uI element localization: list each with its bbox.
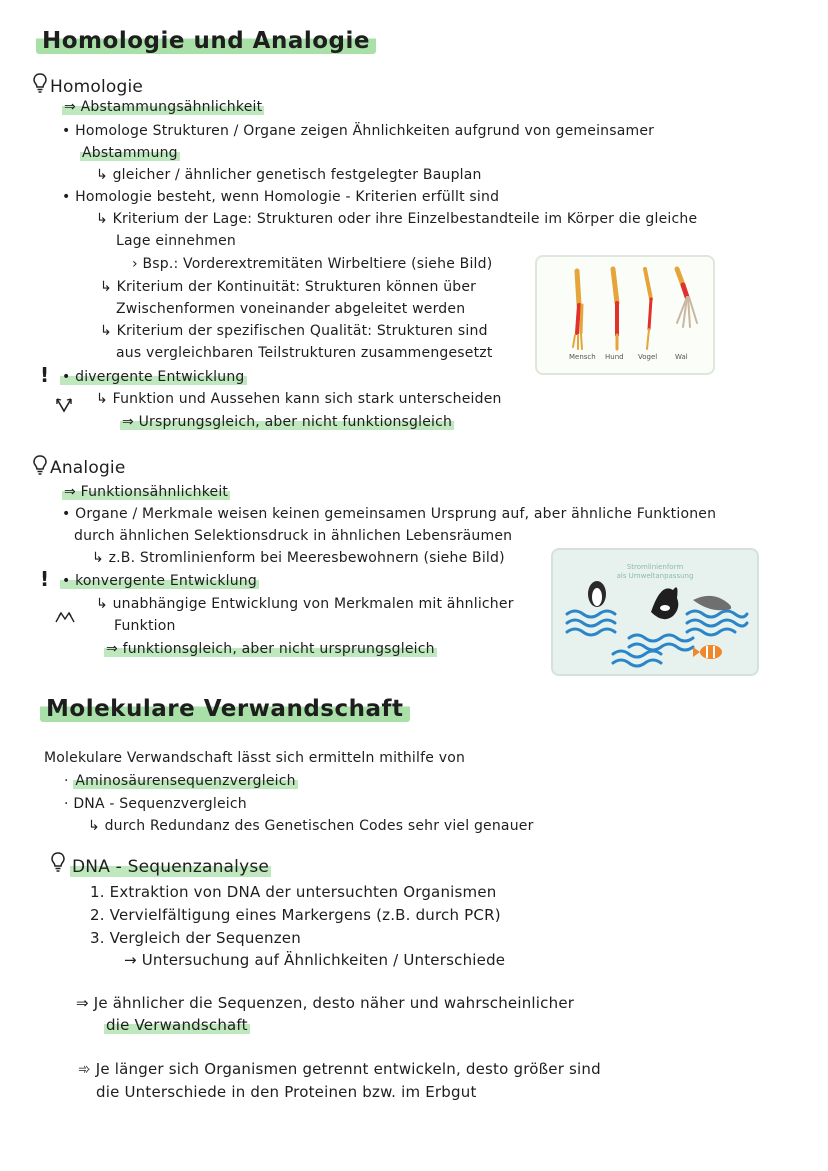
- exclamation-icon: !: [40, 567, 50, 591]
- text-line: • divergente Entwicklung: [62, 369, 245, 385]
- section-heading-dna: DNA - Sequenzanalyse: [72, 857, 270, 877]
- figure-label: Hund: [605, 353, 624, 361]
- text-line: ↳ gleicher / ähnlicher genetisch festgelegter Bauplan: [96, 167, 482, 183]
- streamline-figure: [551, 548, 759, 676]
- text-line: • Homologie besteht, wenn Homologie - Kriterien erfüllt sind: [62, 189, 500, 205]
- text-line: durch ähnlichen Selektionsdruck in ähnlichen Lebensräumen: [74, 528, 513, 544]
- text-line: ↳ Kriterium der Lage: Strukturen oder ihre Einzelbestandteile im Körper die gleiche: [96, 211, 698, 227]
- text-line: ↳ Kriterium der Kontinuität: Strukturen können über: [100, 279, 477, 295]
- converging-arrows-icon: [54, 610, 76, 624]
- figure-label: Wal: [675, 353, 688, 361]
- conclusion-line: die Unterschiede in den Proteinen bzw. im Erbgut: [96, 1083, 477, 1101]
- diverging-arrows-icon: [54, 396, 74, 414]
- list-item: 1. Extraktion von DNA der untersuchten Organismen: [90, 883, 497, 901]
- text-line: → Untersuchung auf Ähnlichkeiten / Unterschiede: [124, 951, 506, 969]
- text-line: Funktion: [114, 618, 176, 634]
- section-heading-analogie: Analogie: [50, 458, 126, 478]
- text-line: ↳ Funktion und Aussehen kann sich stark unterscheiden: [96, 391, 502, 407]
- bullet-item: · Aminosäurensequenzvergleich: [64, 773, 296, 789]
- text-line: • Organe / Merkmale weisen keinen gemeinsamen Ursprung auf, aber ähnliche Funktionen: [62, 506, 717, 522]
- figure-label: Mensch: [569, 353, 596, 361]
- lightbulb-icon: [50, 851, 66, 873]
- text-line: › Bsp.: Vorderextremitäten Wirbeltiere (siehe Bild): [132, 256, 493, 272]
- lightbulb-icon: [32, 72, 48, 94]
- conclusion-line: ⇒ Je ähnlicher die Sequenzen, desto näher und wahrscheinlicher: [76, 994, 575, 1012]
- list-item: 2. Vervielfältigung eines Markergens (z.B. durch PCR): [90, 906, 501, 924]
- text-line: Molekulare Verwandschaft lässt sich ermitteln mithilfe von: [44, 750, 466, 766]
- text-line: • Homologe Strukturen / Organe zeigen Ähnlichkeiten aufgrund von gemeinsamer: [62, 123, 655, 139]
- figure-title: Stromlinienform: [626, 563, 684, 571]
- conclusion-line: die Verwandschaft: [106, 1016, 248, 1034]
- forelimb-figure: [535, 255, 715, 375]
- text-line: Lage einnehmen: [116, 233, 236, 249]
- conclusion-line: ➾ Je länger sich Organismen getrennt entwickeln, desto größer sind: [78, 1060, 601, 1078]
- text-line: Zwischenformen voneinander abgeleitet werden: [116, 301, 466, 317]
- text-line: aus vergleichbaren Teilstrukturen zusammengesetzt: [116, 345, 493, 361]
- text-line: Abstammung: [82, 145, 178, 161]
- text-line: ⇒ funktionsgleich, aber nicht ursprungsgleich: [106, 641, 435, 657]
- text-line: • konvergente Entwicklung: [62, 573, 257, 589]
- figure-subtitle: als Umweltanpassung: [616, 572, 694, 580]
- text-line: ↳ z.B. Stromlinienform bei Meeresbewohnern (siehe Bild): [92, 550, 505, 566]
- bullet-item: · DNA - Sequenzvergleich: [64, 796, 247, 812]
- text-line: ↳ Kriterium der spezifischen Qualität: Strukturen sind: [100, 323, 488, 339]
- text-line: ↳ unabhängige Entwicklung von Merkmalen mit ähnlicher: [96, 596, 514, 612]
- text-line: ⇒ Abstammungsähnlichkeit: [64, 99, 263, 115]
- lightbulb-icon: [32, 454, 48, 476]
- list-item: 3. Vergleich der Sequenzen: [90, 929, 301, 947]
- section-title-molekular: Molekulare Verwandschaft: [40, 694, 410, 724]
- text-line: ⇒ Ursprungsgleich, aber nicht funktionsgleich: [122, 414, 453, 430]
- text-line: ⇒ Funktionsähnlichkeit: [64, 484, 229, 500]
- text-line: ↳ durch Redundanz des Genetischen Codes sehr viel genauer: [88, 818, 534, 834]
- page-title: Homologie und Analogie: [36, 26, 376, 56]
- section-heading-homologie: Homologie: [50, 77, 144, 97]
- figure-label: Vogel: [638, 353, 658, 361]
- exclamation-icon: !: [40, 363, 50, 387]
